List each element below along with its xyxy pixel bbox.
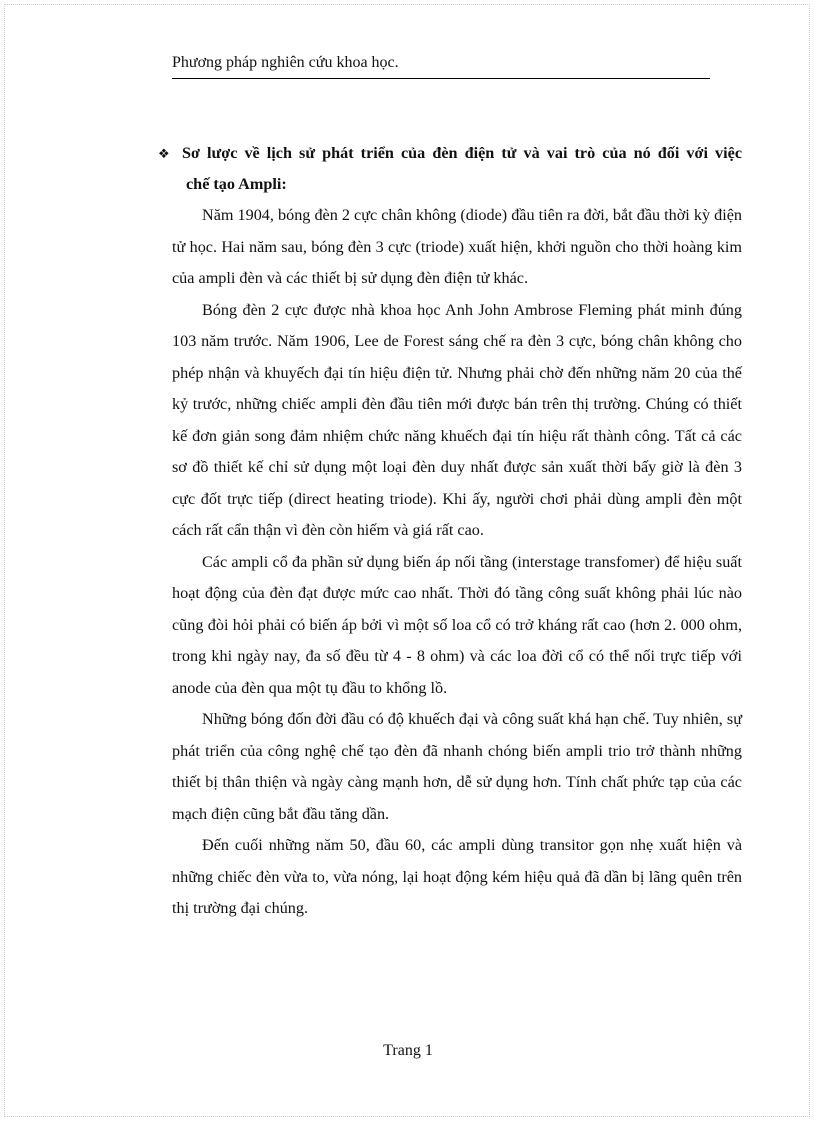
section-heading-line-1: Sơ lược về lịch sử phát triển của đèn điện tử và vai trò của nó đối với việc xyxy=(182,144,742,162)
section-heading xyxy=(158,138,742,200)
page-number: Trang 1 xyxy=(383,1042,433,1059)
paragraph-1: Năm 1904, bóng đèn 2 cực chân không (diode) đầu tiên ra đời, bắt đầu thời kỳ điện tử học. Hai năm sau, bóng đèn 3 cực (triode) xuất hiện, khởi nguồn cho thời hoàng kim của ampli đèn và các thiết bị sử dụng đèn điện tử khác. xyxy=(172,206,742,287)
paragraph-3: Các ampli cổ đa phần sử dụng biến áp nối tầng (interstage transfomer) để hiệu suất hoạt động của đèn đạt được mức cao nhất. Thời đó tầng công suất không phải lúc nào cũng đòi hỏi phải có biến áp bởi vì một số loa cổ có trở kháng rất cao (hơn 2. 000 ohm, trong khi ngày nay, đa số đều từ 4 - 8 ohm) và các loa đời cổ có thể nối trực tiếp với anode của đèn qua một tụ đầu to khổng lồ. xyxy=(172,552,742,697)
paragraph-5: Đến cuối những năm 50, đầu 60, các ampli dùng transitor gọn nhẹ xuất hiện và những chiếc đèn vừa to, vừa nóng, lại hoạt động kém hiệu quả đã dần bị lãng quên trên thị trường đại chúng. xyxy=(172,836,742,917)
paragraph-4: Những bóng đốn đời đầu có độ khuếch đại và công suất khá hạn chế. Tuy nhiên, sự phát triển của công nghệ chế tạo đèn đã nhanh chóng biến ampli trio trở thành những thiết bị thân thiện và ngày càng mạnh hơn, dễ sử dụng hơn. Tính chất phức tạp của các mạch điện cũng bắt đầu tăng dần. xyxy=(172,710,742,823)
diamond-bullet-icon: ❖ xyxy=(158,146,170,161)
page-footer xyxy=(0,1040,816,1062)
paragraph-2: Bóng đèn 2 cực được nhà khoa học Anh John Ambrose Fleming phát minh đúng 103 năm trước. Năm 1906, Lee de Forest sáng chế ra đèn 3 cực, bóng chân không cho phép nhận và khuyếch đại tín hiệu điện tử. Nhưng phải chờ đến những năm 20 của thế kỷ trước, những chiếc ampli đèn đầu tiên mới được bán trên thị trường. Chúng có thiết kế đơn giản song đảm nhiệm chức năng khuếch đại tín hiệu rất thành công. Tất cả các sơ đồ thiết kế chỉ sử dụng một loại đèn duy nhất được sản xuất thời bấy giờ là đèn 3 cực đốt trực tiếp (direct heating triode). Khi ấy, người chơi phải dùng ampli đèn một cách rất cẩn thận vì đèn còn hiếm và giá rất cao. xyxy=(172,300,742,539)
header-title: Phương pháp nghiên cứu khoa học. xyxy=(172,54,399,71)
running-header xyxy=(172,52,710,79)
section-heading-line-2: chế tạo Ampli: xyxy=(186,175,287,193)
document-body xyxy=(158,138,742,925)
